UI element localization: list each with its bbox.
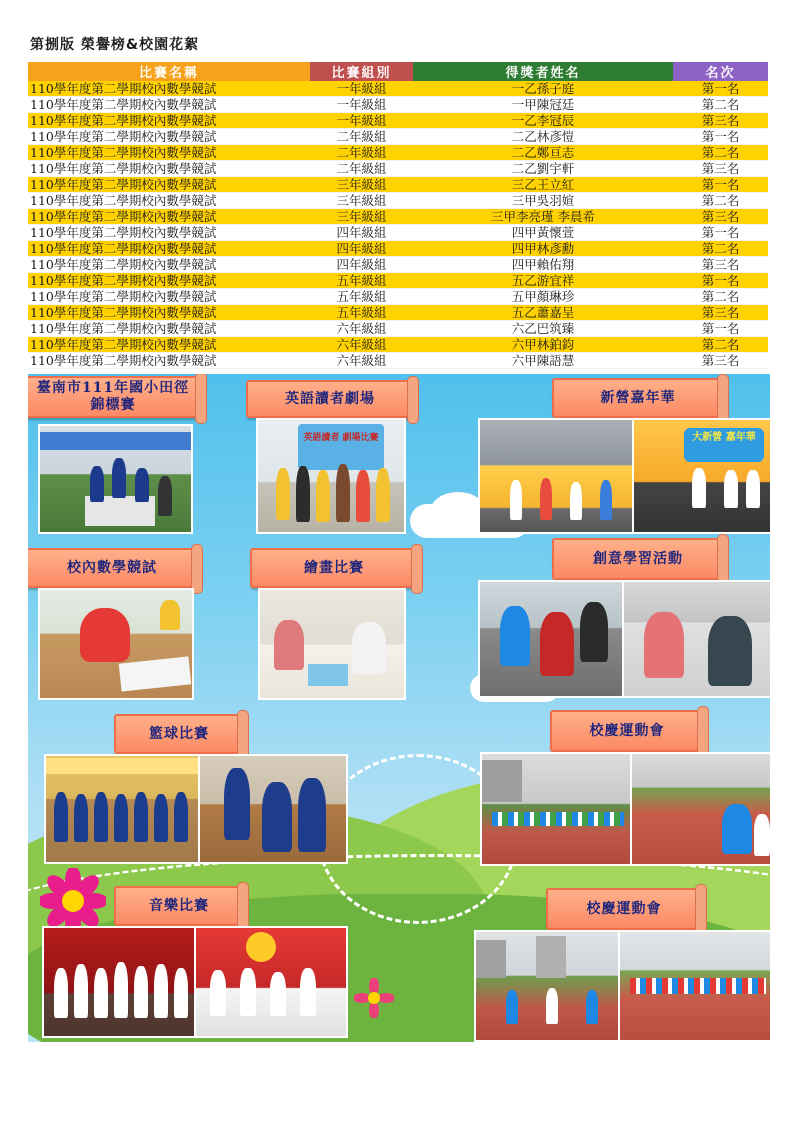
table-row [28, 289, 768, 305]
banner-creative-learning: 創意學習活動 [552, 538, 724, 580]
photo-math-contest [38, 588, 194, 700]
cell-division: 三年級組 [310, 209, 413, 225]
person-figure [134, 792, 148, 842]
cell-winner: 四甲黃懷萱 [413, 225, 673, 241]
person-figure [94, 968, 108, 1018]
cell-winner: 一乙孫子庭 [413, 81, 673, 97]
banner-basketball: 籃球比賽 [114, 714, 244, 754]
cell-rank: 第三名 [673, 113, 768, 129]
basketball-banner-sign [46, 758, 198, 774]
cell-rank: 第二名 [673, 289, 768, 305]
cell-division: 二年級組 [310, 129, 413, 145]
cell-winner: 六乙巴筑臻 [413, 321, 673, 337]
cell-winner: 二乙林彥愷 [413, 129, 673, 145]
banner-english-theater: 英語讀者劇場 [246, 380, 414, 418]
cell-division: 二年級組 [310, 161, 413, 177]
table-row [28, 337, 768, 353]
header-division: 比賽組別 [310, 62, 413, 81]
cell-rank: 第三名 [673, 161, 768, 177]
cell-division: 六年級組 [310, 337, 413, 353]
cell-competition: 110學年度第二學期校內數學競試 [28, 193, 310, 209]
cell-winner: 二乙劉宇軒 [413, 161, 673, 177]
table-row [28, 305, 768, 321]
cell-competition: 110學年度第二學期校內數學競試 [28, 241, 310, 257]
banner-math-contest: 校內數學競試 [28, 548, 198, 588]
person-figure [586, 990, 598, 1024]
cell-division: 六年級組 [310, 353, 413, 369]
cell-competition: 110學年度第二學期校內數學競試 [28, 129, 310, 145]
person-figure [270, 972, 286, 1016]
cell-division: 四年級組 [310, 241, 413, 257]
person-figure [644, 612, 684, 678]
cell-competition: 110學年度第二學期校內數學競試 [28, 81, 310, 97]
building [476, 940, 506, 978]
photo-track-podium [38, 424, 193, 534]
banner-sports-day-2: 校慶運動會 [546, 888, 702, 930]
person-figure [160, 600, 180, 630]
cell-winner: 二乙鄭亘志 [413, 145, 673, 161]
cell-rank: 第三名 [673, 305, 768, 321]
cell-division: 二年級組 [310, 145, 413, 161]
exam-paper [119, 656, 192, 691]
person-figure [174, 968, 188, 1018]
cell-winner: 五乙游宜祥 [413, 273, 673, 289]
drawing-paper [308, 664, 348, 686]
person-figure [90, 466, 104, 502]
person-figure [510, 480, 522, 520]
cell-competition: 110學年度第二學期校內數學競試 [28, 273, 310, 289]
person-figure [708, 616, 752, 686]
cell-division: 五年級組 [310, 273, 413, 289]
cell-division: 四年級組 [310, 257, 413, 273]
table-row [28, 177, 768, 193]
cell-rank: 第一名 [673, 321, 768, 337]
photo-creative-learning-1 [478, 580, 624, 698]
cell-winner: 三甲吳羽媗 [413, 193, 673, 209]
table-body [28, 81, 768, 369]
person-figure [262, 782, 292, 852]
table-row [28, 161, 768, 177]
cell-winner: 一甲陳冠廷 [413, 97, 673, 113]
photo-music-contest-2 [194, 926, 348, 1038]
table-row [28, 321, 768, 337]
header-rank: 名次 [673, 62, 768, 81]
person-figure [546, 988, 558, 1024]
person-figure [336, 464, 350, 522]
cell-rank: 第一名 [673, 177, 768, 193]
person-figure [352, 622, 386, 674]
cell-competition: 110學年度第二學期校內數學競試 [28, 225, 310, 241]
cell-division: 五年級組 [310, 305, 413, 321]
person-figure [135, 468, 149, 502]
photo-drawing-contest [258, 588, 406, 700]
table-row [28, 129, 768, 145]
table-row [28, 145, 768, 161]
cell-winner: 三乙王立紅 [413, 177, 673, 193]
cell-competition: 110學年度第二學期校內數學競試 [28, 337, 310, 353]
person-figure [210, 970, 226, 1016]
cell-competition: 110學年度第二學期校內數學競試 [28, 97, 310, 113]
person-figure [376, 468, 390, 522]
cell-winner: 五甲顏琳珍 [413, 289, 673, 305]
person-figure [722, 804, 752, 854]
person-figure [80, 608, 130, 662]
person-figure [240, 968, 256, 1016]
banner-carnival: 新營嘉年華 [552, 378, 724, 418]
cell-division: 六年級組 [310, 321, 413, 337]
table-row [28, 113, 768, 129]
cell-winner: 一乙李冠辰 [413, 113, 673, 129]
banner-track: 臺南市111年國小田徑錦標賽 [28, 376, 202, 418]
person-figure [274, 620, 304, 670]
flower-decoration [354, 978, 394, 1018]
cell-rank: 第三名 [673, 209, 768, 225]
table-row [28, 193, 768, 209]
banner-music-contest: 音樂比賽 [114, 886, 244, 926]
person-figure [580, 602, 608, 662]
campus-highlights-collage [28, 374, 770, 1042]
person-figure [224, 768, 250, 840]
table-row [28, 241, 768, 257]
person-figure [296, 466, 310, 522]
cell-rank: 第一名 [673, 81, 768, 97]
table-row [28, 273, 768, 289]
header-competition: 比賽名稱 [28, 62, 310, 81]
cell-competition: 110學年度第二學期校內數學競試 [28, 305, 310, 321]
person-figure [724, 470, 738, 508]
cell-rank: 第二名 [673, 193, 768, 209]
photo-carnival-stage-2 [632, 418, 770, 534]
person-figure [570, 482, 582, 520]
cell-winner: 六甲陳語慧 [413, 353, 673, 369]
cell-competition: 110學年度第二學期校內數學競試 [28, 113, 310, 129]
person-figure [540, 478, 552, 520]
cell-division: 一年級組 [310, 81, 413, 97]
photo-music-contest-1 [42, 926, 196, 1038]
cell-division: 一年級組 [310, 113, 413, 129]
person-figure [500, 606, 530, 666]
cell-division: 一年級組 [310, 97, 413, 113]
cell-rank: 第三名 [673, 257, 768, 273]
photo-english-theater [256, 418, 406, 534]
photo-basketball-game [198, 754, 348, 864]
photo-basketball-team [44, 754, 200, 864]
honor-roll-table [28, 62, 768, 369]
person-figure [114, 962, 128, 1018]
cell-winner: 五乙蕭嘉呈 [413, 305, 673, 321]
cell-rank: 第一名 [673, 225, 768, 241]
carnival-sign: 大新營 嘉年華 [684, 428, 764, 462]
photo-sports-day-2a [474, 930, 620, 1042]
cell-division: 三年級組 [310, 193, 413, 209]
cell-competition: 110學年度第二學期校內數學競試 [28, 257, 310, 273]
table-row [28, 81, 768, 97]
person-figure [114, 794, 128, 842]
cell-rank: 第一名 [673, 129, 768, 145]
photo-carnival-stage-1 [478, 418, 634, 534]
person-figure [54, 968, 68, 1018]
cell-winner: 三甲李亮瑾 李晨希 [413, 209, 673, 225]
banner-sports-day-1: 校慶運動會 [550, 710, 704, 752]
banner-drawing-contest: 繪畫比賽 [250, 548, 418, 588]
person-figure [174, 792, 188, 842]
person-figure [300, 968, 316, 1016]
header-winner: 得獎者姓名 [413, 62, 673, 81]
crowd-of-students [492, 812, 624, 826]
person-figure [316, 470, 330, 522]
cell-competition: 110學年度第二學期校內數學競試 [28, 209, 310, 225]
person-figure [600, 480, 612, 520]
cell-rank: 第二名 [673, 337, 768, 353]
cell-competition: 110學年度第二學期校內數學競試 [28, 161, 310, 177]
cell-rank: 第二名 [673, 241, 768, 257]
cell-rank: 第一名 [673, 273, 768, 289]
stage-decoration [246, 932, 276, 962]
person-figure [54, 792, 68, 842]
person-figure [356, 470, 370, 522]
person-figure [754, 814, 770, 856]
crowd-of-students [630, 978, 766, 994]
building [482, 760, 522, 802]
table-row [28, 97, 768, 113]
cell-rank: 第二名 [673, 97, 768, 113]
photo-sports-day-1b [630, 752, 770, 866]
track-banner-sign [40, 432, 191, 450]
table-row [28, 225, 768, 241]
table-header-row [28, 62, 768, 81]
cell-competition: 110學年度第二學期校內數學競試 [28, 289, 310, 305]
person-figure [154, 964, 168, 1018]
cell-winner: 四甲林彥勳 [413, 241, 673, 257]
table-row [28, 257, 768, 273]
person-figure [746, 470, 760, 508]
person-figure [74, 964, 88, 1018]
table-row [28, 353, 768, 369]
building [536, 936, 566, 978]
person-figure [112, 458, 126, 498]
cell-competition: 110學年度第二學期校內數學競試 [28, 145, 310, 161]
page-title: 第捌版 榮譽榜&校園花絮 [30, 37, 200, 53]
person-figure [298, 778, 326, 852]
person-figure [154, 794, 168, 842]
cell-rank: 第二名 [673, 145, 768, 161]
flower-decoration [40, 868, 106, 934]
person-figure [540, 612, 574, 676]
person-figure [134, 966, 148, 1018]
person-figure [692, 468, 706, 508]
table-row [28, 209, 768, 225]
cell-competition: 110學年度第二學期校內數學競試 [28, 177, 310, 193]
photo-sports-day-1a [480, 752, 632, 866]
person-figure [94, 792, 108, 842]
english-theater-sign: 英語讀者 劇場比賽 [298, 424, 384, 470]
person-figure [158, 476, 172, 516]
cell-division: 三年級組 [310, 177, 413, 193]
cell-winner: 四甲賴佑翔 [413, 257, 673, 273]
photo-creative-learning-2 [622, 580, 770, 698]
person-figure [506, 990, 518, 1024]
person-figure [74, 794, 88, 842]
cell-winner: 六甲林鉑鈞 [413, 337, 673, 353]
cell-division: 五年級組 [310, 289, 413, 305]
cell-division: 四年級組 [310, 225, 413, 241]
photo-sports-day-2b [618, 930, 770, 1042]
person-figure [276, 468, 290, 520]
cell-rank: 第三名 [673, 353, 768, 369]
cell-competition: 110學年度第二學期校內數學競試 [28, 321, 310, 337]
cell-competition: 110學年度第二學期校內數學競試 [28, 353, 310, 369]
